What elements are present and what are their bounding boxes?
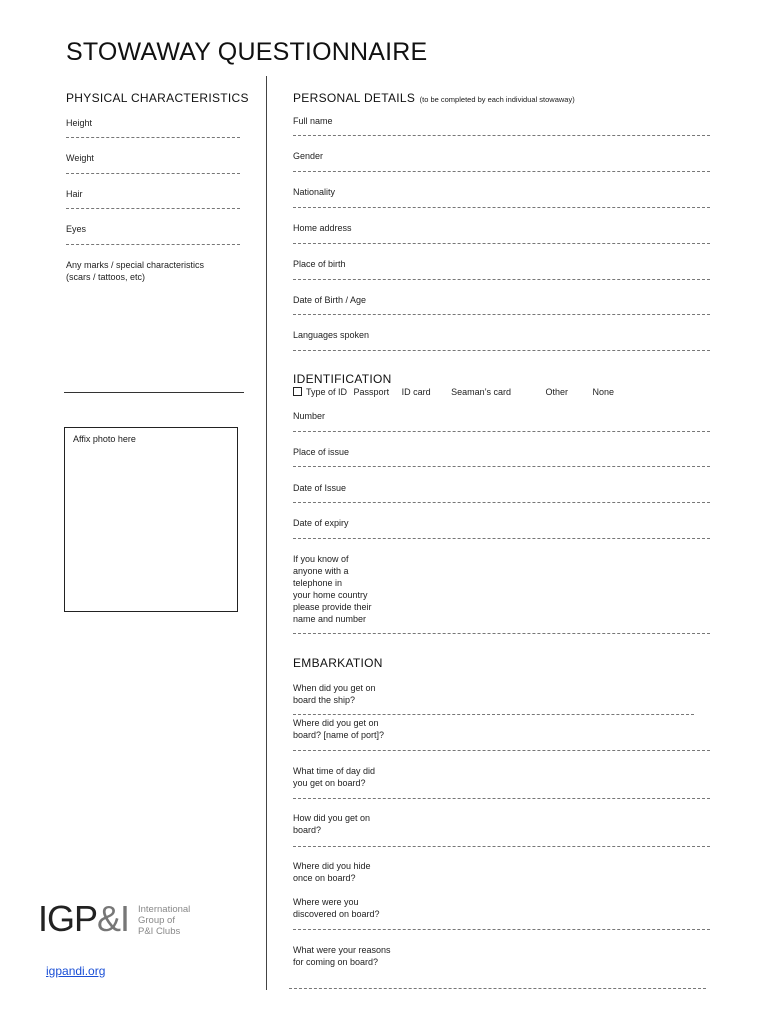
marks-label-line1: Any marks / special characteristics	[66, 260, 205, 270]
place-of-birth-label: Place of birth	[293, 259, 346, 269]
q7-line: What were your reasons	[293, 945, 391, 955]
q1-line: When did you get on	[293, 683, 376, 693]
personal-heading-row	[293, 89, 575, 107]
contact-line: please provide their	[293, 602, 372, 612]
q3-line: What time of day did	[293, 766, 376, 776]
photo-label: Affix photo here	[73, 434, 136, 444]
languages-label: Languages spoken	[293, 330, 370, 340]
date-of-issue-field[interactable]	[293, 502, 710, 503]
home-address-label: Home address	[293, 223, 352, 233]
personal-note: (to be completed by each individual stowaway)	[419, 95, 575, 104]
q6-label	[293, 896, 380, 920]
q7-field[interactable]	[289, 988, 706, 989]
height-field[interactable]	[66, 137, 240, 138]
logo-amp: &I	[97, 898, 130, 939]
identification-heading: IDENTIFICATION	[293, 372, 392, 386]
id-option-other[interactable]: Other	[545, 387, 569, 397]
full-name-label: Full name	[293, 116, 333, 126]
id-number-field[interactable]	[293, 431, 710, 432]
page-title: STOWAWAY QUESTIONNAIRE	[66, 38, 428, 66]
embarkation-heading: EMBARKATION	[293, 656, 383, 670]
id-option-id-card[interactable]: ID card	[401, 387, 431, 397]
weight-label: Weight	[66, 153, 94, 163]
personal-heading: PERSONAL DETAILS	[293, 91, 416, 105]
q6-field[interactable]	[293, 929, 710, 930]
q1-label	[293, 682, 376, 706]
gender-label: Gender	[293, 151, 324, 161]
q3-field[interactable]	[293, 798, 710, 799]
q7-label	[293, 944, 391, 968]
contact-line: your home country	[293, 590, 368, 600]
id-option-none[interactable]: None	[592, 387, 615, 397]
physical-heading: PHYSICAL CHARACTERISTICS	[66, 91, 249, 105]
id-type-row	[293, 387, 618, 397]
home-address-field[interactable]	[293, 243, 710, 244]
date-of-expiry-field[interactable]	[293, 538, 710, 539]
marks-field[interactable]	[64, 392, 244, 393]
photo-box[interactable]	[64, 427, 238, 612]
q1-field[interactable]	[293, 714, 694, 715]
q1-line: board the ship?	[293, 695, 356, 705]
q2-line: Where did you get on	[293, 718, 379, 728]
q2-field[interactable]	[293, 750, 710, 751]
gender-field[interactable]	[293, 171, 710, 172]
igpi-logo	[38, 898, 191, 940]
hair-label: Hair	[66, 189, 83, 199]
q4-label	[293, 812, 370, 836]
place-of-birth-field[interactable]	[293, 279, 710, 280]
logo-subtitle: International Group of P&I Clubs	[138, 904, 191, 937]
id-number-label: Number	[293, 411, 326, 421]
place-of-issue-field[interactable]	[293, 466, 710, 467]
q5-line: once on board?	[293, 873, 356, 883]
languages-field[interactable]	[293, 350, 710, 351]
marks-label-line2: (scars / tattoos, etc)	[66, 272, 146, 282]
id-option-passport[interactable]: Passport	[353, 387, 390, 397]
contact-line: If you know of	[293, 554, 349, 564]
hair-field[interactable]	[66, 208, 240, 209]
logo-main: IGP	[38, 898, 98, 939]
id-option-seamans-card[interactable]: Seaman’s card	[451, 387, 511, 397]
dob-field[interactable]	[293, 314, 710, 315]
q3-line: you get on board?	[293, 778, 366, 788]
contact-line: telephone in	[293, 578, 343, 588]
q7-line: for coming on board?	[293, 957, 379, 967]
date-of-expiry-label: Date of expiry	[293, 518, 349, 528]
id-type-checkbox[interactable]	[293, 387, 302, 396]
weight-field[interactable]	[66, 173, 240, 174]
full-name-field[interactable]	[293, 135, 710, 136]
q2-label	[293, 717, 384, 741]
q6-line: discovered on board?	[293, 909, 380, 919]
nationality-field[interactable]	[293, 207, 710, 208]
dob-label: Date of Birth / Age	[293, 295, 367, 305]
q5-line: Where did you hide	[293, 861, 371, 871]
column-divider	[266, 76, 267, 990]
date-of-issue-label: Date of Issue	[293, 483, 347, 493]
eyes-label: Eyes	[66, 224, 87, 234]
q2-line: board? [name of port]?	[293, 730, 385, 740]
nationality-label: Nationality	[293, 187, 336, 197]
contact-line: anyone with a	[293, 566, 349, 576]
eyes-field[interactable]	[66, 244, 240, 245]
contact-field[interactable]	[293, 633, 710, 634]
q4-line: board?	[293, 825, 322, 835]
q3-label	[293, 765, 375, 789]
height-label: Height	[66, 118, 93, 128]
q4-line: How did you get on	[293, 813, 371, 823]
place-of-issue-label: Place of issue	[293, 447, 350, 457]
q4-field[interactable]	[293, 846, 710, 847]
contact-line: name and number	[293, 614, 367, 624]
q6-line: Where were you	[293, 897, 359, 907]
id-type-label: Type of ID	[306, 387, 348, 397]
website-link[interactable]: igpandi.org	[46, 964, 106, 978]
contact-label	[293, 553, 372, 625]
q5-label	[293, 860, 371, 884]
